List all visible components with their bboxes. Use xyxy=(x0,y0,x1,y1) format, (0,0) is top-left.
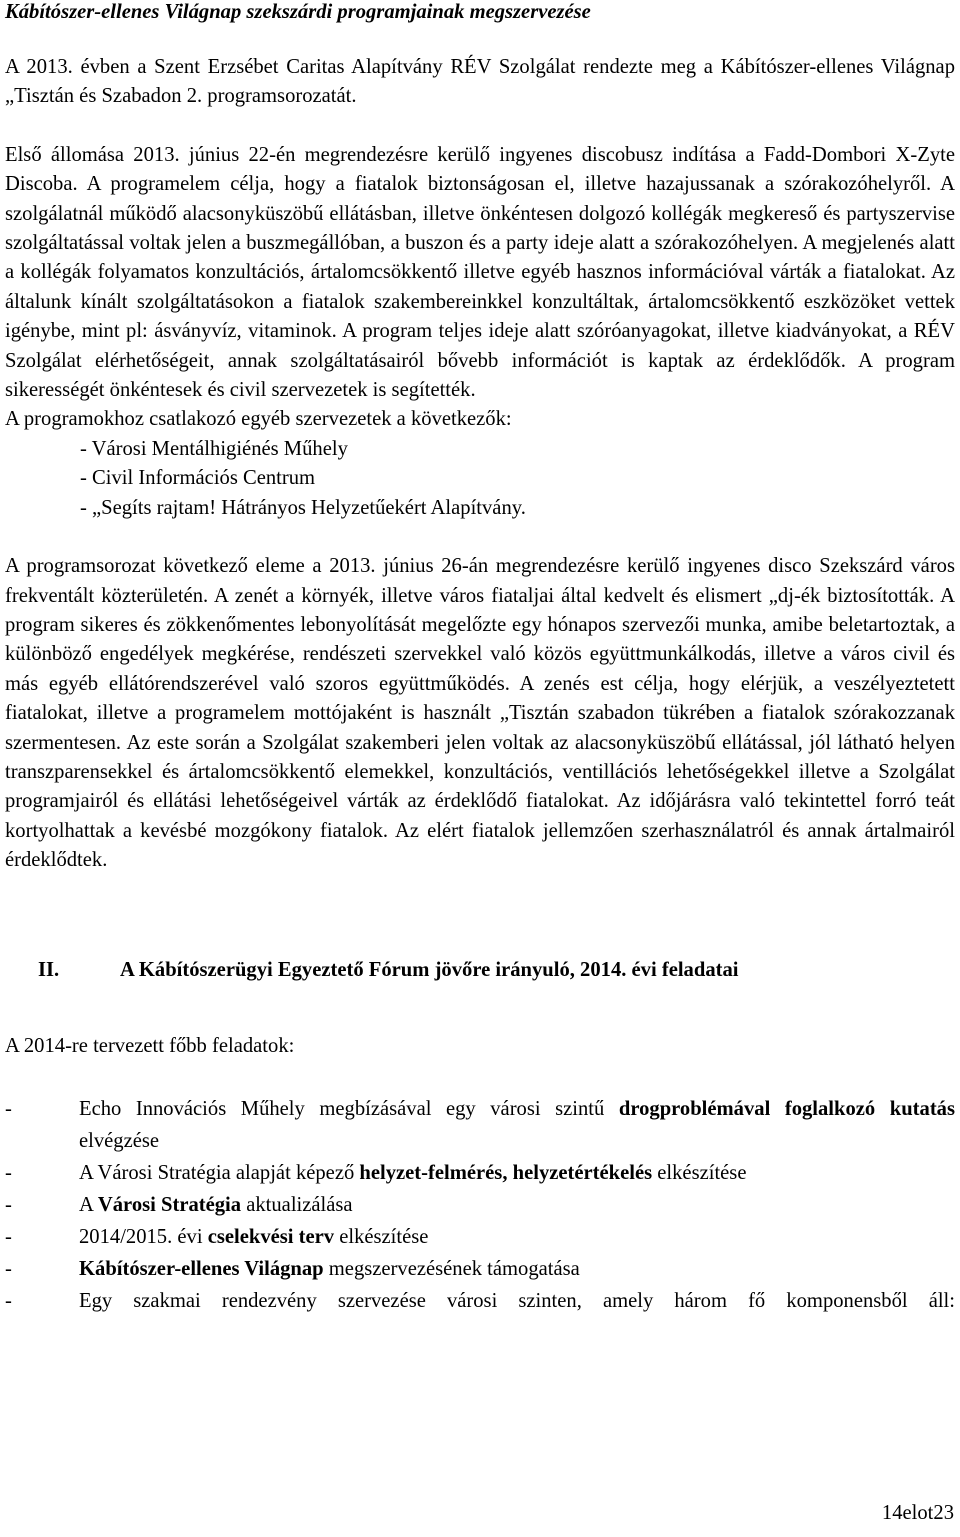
task-text-part: A xyxy=(79,1194,98,1217)
task-text-bold: helyzet-felmérés, helyzetértékelés xyxy=(359,1162,653,1185)
task-text-part: megszervezésének támogatása xyxy=(323,1258,580,1281)
task-dash: - xyxy=(5,1258,12,1281)
section-number: II. xyxy=(38,958,60,981)
task-dash: - xyxy=(5,1226,12,1249)
task-text xyxy=(79,1093,955,1157)
document-title: Kábítószer-ellenes Világnap szekszárdi programjainak megszervezése xyxy=(5,1,591,23)
task-dash: - xyxy=(5,1290,12,1313)
task-text-part: elkészítése xyxy=(334,1226,429,1249)
tasks-intro: A 2014-re tervezett főbb feladatok: xyxy=(5,1034,295,1057)
task-item xyxy=(5,1157,955,1189)
task-text xyxy=(79,1157,955,1189)
task-text-part: 2014/2015. évi xyxy=(79,1226,208,1249)
task-text-part: aktualizálása xyxy=(241,1194,353,1217)
organization-item: - Civil Információs Centrum xyxy=(80,467,316,490)
organizations-intro: A programokhoz csatlakozó egyéb szervezetek a következők: xyxy=(5,408,512,431)
tasks-list xyxy=(5,1093,955,1317)
organizations-list xyxy=(5,435,955,523)
task-text-part: Egy szakmai rendezvény szervezése városi szinten, amely három fő komponensből áll: xyxy=(79,1290,955,1313)
section-title: A Kábítószerügyi Egyeztető Fórum jövőre irányuló, 2014. évi feladatai xyxy=(120,958,739,981)
task-text-part: elvégzése xyxy=(79,1130,160,1153)
task-dash: - xyxy=(5,1162,12,1185)
task-text-part: elkészítése xyxy=(652,1162,747,1185)
task-text-bold: Városi Stratégia xyxy=(97,1194,242,1217)
task-item xyxy=(5,1221,955,1253)
task-text xyxy=(79,1189,955,1221)
second-event-paragraph: A programsorozat következő eleme a 2013. június 26-án megrendezésre kerülő ingyenes disco Szekszárd város frekventált közterületén. A zenét a környék, illetve város fiataljai által kedvelt és elismert „dj-ék biztosították. A program sikeres és zökkenőmentes lebonyolítását megelőzte egy hónapos szervezői munka, amibe beletartoztak, a különböző engedélyek megkérése, rendészeti szervekkel való közös együttmunkálkodás, illetve a város civil és más egyéb ellátórendszerével való szoros együttműködés. A zenés est célja, hogy elérjük, a veszélyeztetett fiatalokat, illetve a programelem mottójaként is használt „Tisztán szabadon tükrében a fiatalok szórakozzanak szermentesen. Az este során a Szolgálat szakemberi jelen voltak az alacsonyküszöbű ellátással, jól látható helyen transzparensekkel és ártalomcsökkentő elemekkel, konzultációs, ventillációs lehetőségekkel illetve a Szolgálat programjairól és ellátási lehetőségeivel várták az érdeklődő fiatalokat. Az időjárásra való tekintettel forró teát kortyolhattak a kevésbé mozgókony fiatalok. Az elért fiatalok jellemzően szerhasználatról és annak ártalmairól érdeklődtek. xyxy=(5,555,955,872)
task-text xyxy=(79,1285,955,1317)
document-page xyxy=(5,0,955,1317)
task-text-bold: drogproblémával foglalkozó kutatás xyxy=(618,1098,955,1121)
organization-item: - „Segíts rajtam! Hátrányos Helyzetűekért Alapítvány. xyxy=(80,496,526,519)
task-item xyxy=(5,1285,955,1317)
task-dash: - xyxy=(5,1098,12,1121)
organization-item: - Városi Mentálhigiénés Műhely xyxy=(80,437,348,460)
intro-paragraph: A 2013. évben a Szent Erzsébet Caritas Alapítvány RÉV Szolgálat rendezte meg a Kábítószer-ellenes Világnap „Tisztán és Szabadon 2. programsorozatát. xyxy=(5,56,955,108)
task-text xyxy=(79,1253,955,1285)
task-text-part: Echo Innovációs Műhely megbízásával egy városi szintű xyxy=(79,1098,619,1121)
task-item xyxy=(5,1189,955,1221)
task-text-part: A Városi Stratégia alapját képező xyxy=(79,1162,360,1185)
task-dash: - xyxy=(5,1194,12,1217)
task-item xyxy=(5,1253,955,1285)
task-text-bold: Kábítószer-ellenes Világnap xyxy=(79,1258,324,1281)
section-heading xyxy=(5,956,955,985)
task-text xyxy=(79,1221,955,1253)
task-item xyxy=(5,1093,955,1157)
task-text-bold: cselekvési terv xyxy=(207,1226,335,1249)
page-footer: 14elot23 xyxy=(881,1502,954,1524)
first-event-paragraph: Első állomása 2013. június 22-én megrendezésre kerülő ingyenes discobusz indítása a Fadd-Dombori X-Zyte Discoba. A programelem célja, hogy a fiatalok biztonságosan el, illetve hazajussanak a szórakozóhelyről. A szolgálatnál működő alacsonyküszöbű ellátásban, illetve önkéntesen dolgozó kollégák megkereső és partyszervise szolgáltatással voltak jelen a buszmegállóban, a buszon és a party ideje alatt a szórakozóhelyen. A megjelenés alatt a kollégák folyamatos konzultációs, ártalomcsökkentő illetve egyéb hasznos információval várták a fiatalokat. Az általunk kínált szolgáltatásokon a fiatalok szakembereinkkel konzultáltak, ártalomcsökkentő eszközöket vettek igénybe, mint pl: ásványvíz, vitaminok. A program teljes ideje alatt szóróanyagokat, illetve kiadványokat, a RÉV Szolgálat elérhetőségeit, annak szolgáltatásairól bővebb információt is kaptak az érdeklődők. A program sikerességét önkéntesek és civil szervezetek is segítették. xyxy=(5,143,955,402)
